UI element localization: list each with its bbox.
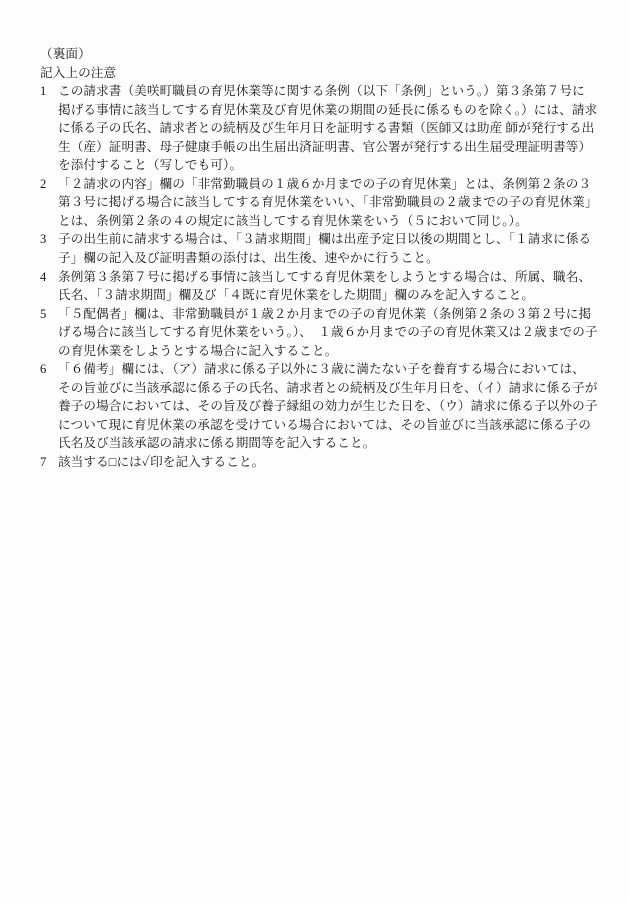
note-text-line: 該当する□には✓印を記入すること。 — [58, 455, 265, 470]
note-text-line: げる場合に該当してする育児休業をいう。）、 １歳６か月までの子の育児休業又は２歳までの子 — [58, 325, 598, 340]
note-item-1 — [40, 82, 618, 175]
notes-content — [40, 45, 618, 472]
note-number: 6 — [40, 362, 47, 377]
note-text-line: 「６備考」欄には、（ア）請求に係る子以外に３歳に満たない子を養育する場合においては、 — [58, 362, 585, 377]
note-text-line: 子の出生前に請求する場合は、「３請求期間」欄は出産予定日以後の期間とし、「１請求に係る — [58, 232, 592, 247]
note-item-6 — [40, 360, 618, 453]
note-text-line: その旨並びに当該承認に係る子の氏名、請求者との続柄及び生年月日を、（イ）請求に係る子が — [58, 380, 598, 395]
note-text-line: を添付すること（写しでも可）。 — [58, 158, 243, 173]
note-item-3 — [40, 230, 618, 267]
note-number: 2 — [40, 176, 47, 191]
note-item-5 — [40, 305, 618, 361]
note-item-4 — [40, 268, 618, 305]
note-number: 3 — [40, 232, 47, 247]
note-text-line: とは、条例第２条の４の規定に該当してする育児休業をいう（５において同じ。）。 — [58, 213, 528, 228]
note-item-2 — [40, 175, 618, 231]
note-text-line: この請求書（美咲町職員の育児休業等に関する条例（以下「条例」という。）第３条第７号に — [58, 84, 585, 99]
note-text-line: 条例第３条第７号に掲げる事情に該当してする育児休業をしようとする場合は、所属、職名、 — [58, 269, 592, 284]
note-number: 7 — [40, 455, 47, 470]
note-number: 4 — [40, 269, 47, 284]
note-text-line: 子」欄の記入及び証明書類の添付は、出生後、速やかに行うこと。 — [58, 251, 439, 266]
note-number: 1 — [40, 84, 47, 99]
note-text-line: に係る子の氏名、請求者との続柄及び生年月日を証明する書類（医師又は助産 師が発行する出 — [58, 121, 595, 136]
note-text-line: 掲げる事情に該当してする育児休業及び育児休業の期間の延長に係るものを除く。）には、請求 — [58, 102, 598, 117]
note-number: 5 — [40, 306, 47, 321]
note-text-line: 「５配偶者」欄は、非常勤職員が１歳２か月までの子の育児休業（条例第２条の３第２号に掲 — [58, 306, 592, 321]
note-text-line: 氏名及び当該承認の請求に係る期間等を記入すること。 — [58, 436, 376, 451]
side-label: （裏面） — [40, 47, 91, 61]
note-text-line: 生（産）証明書、母子健康手帳の出生届出済証明書、官公署が発行する出生届受理証明書等） — [58, 139, 592, 154]
note-text-line: について現に育児休業の承認を受けている場合においては、その旨並びに当該承認に係る子の — [58, 417, 591, 432]
note-text-line: の育児休業をしようとする場合に記入すること。 — [58, 343, 338, 358]
note-item-7 — [40, 453, 618, 472]
note-text-line: 「２請求の内容」欄の「非常勤職員の１歳６か月までの子の育児休業」とは、条例第２条の３ — [58, 176, 592, 191]
notes-heading: 記入上の注意 — [40, 65, 117, 80]
note-text-line: 養子の場合においては、その旨及び養子縁組の効力が生じた日を、（ウ）請求に係る子以外の子 — [58, 399, 598, 414]
note-text-line: 氏名、「３請求期間」欄及び「４既に育児休業をした期間」欄のみを記入すること。 — [58, 288, 535, 303]
note-text-line: 第３号に掲げる場合に該当してする育児休業をいい、「非常勤職員の２歳までの子の育児休業」 — [58, 195, 598, 210]
